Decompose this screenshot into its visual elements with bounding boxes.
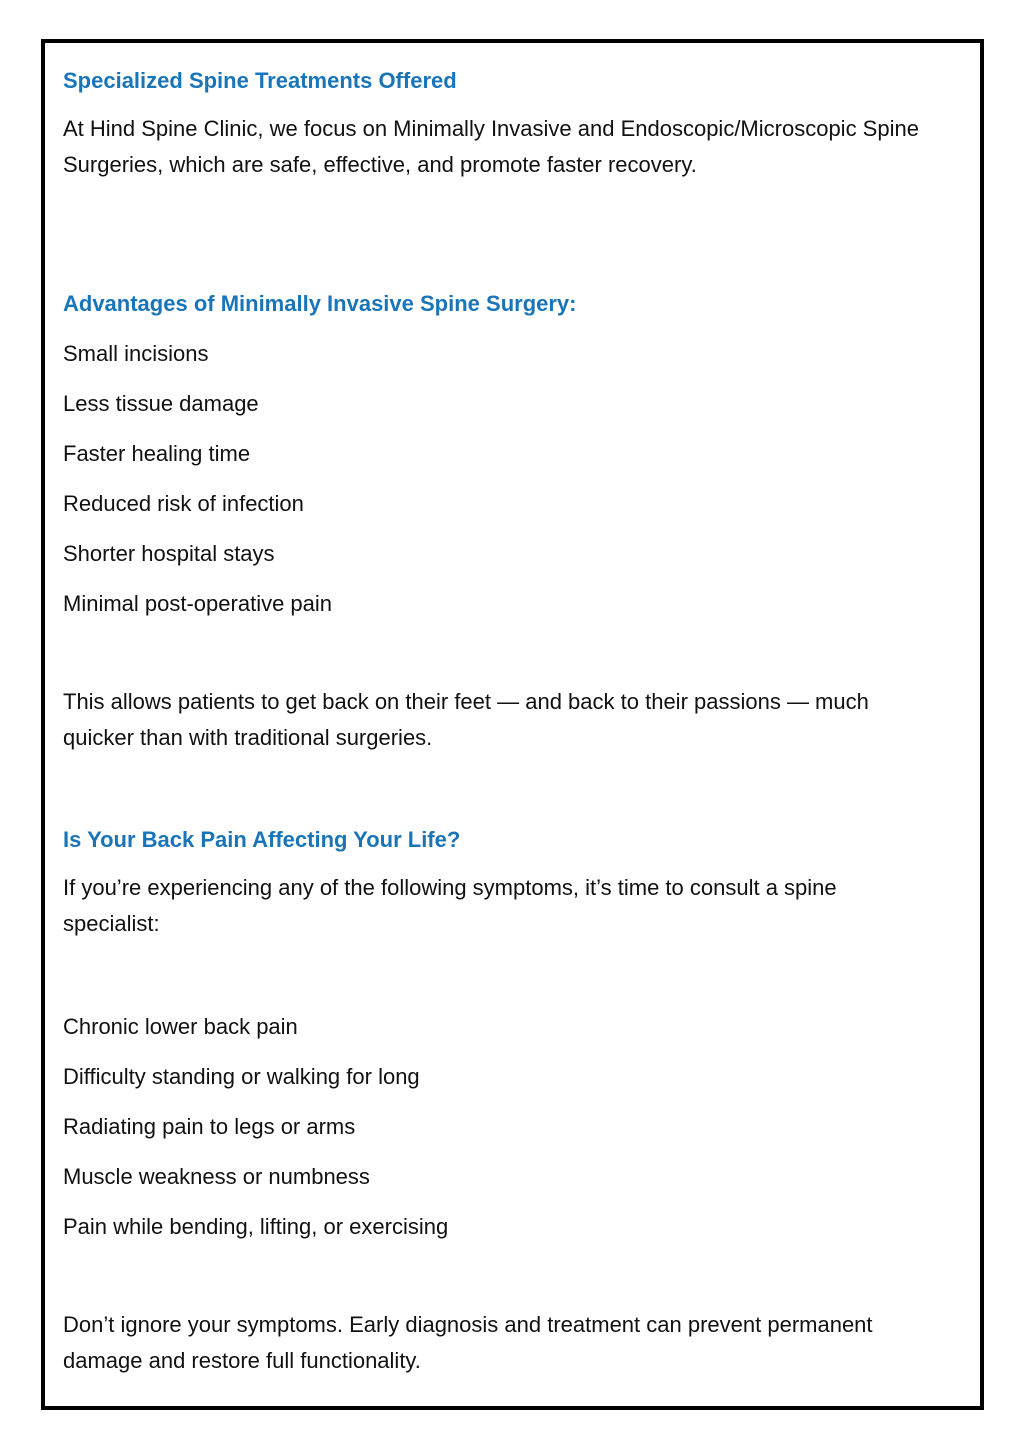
section-heading-advantages: Advantages of Minimally Invasive Spine Surgery: <box>63 291 577 316</box>
list-item: Chronic lower back pain <box>63 1014 298 1039</box>
section-heading-back-pain: Is Your Back Pain Affecting Your Life? <box>63 827 461 852</box>
advantages-closing-paragraph: This allows patients to get back on their feet — and back to their passions — much quicker than with traditional surgeries. <box>63 689 869 750</box>
list-item: Faster healing time <box>63 441 251 466</box>
list-item: Difficulty standing or walking for long <box>63 1064 420 1089</box>
list-item: Shorter hospital stays <box>63 541 275 566</box>
list-item: Radiating pain to legs or arms <box>63 1114 356 1139</box>
list-item: Small incisions <box>63 341 209 366</box>
symptoms-intro-paragraph: If you’re experiencing any of the following symptoms, it’s time to consult a spine specialist: <box>63 875 837 936</box>
list-item: Less tissue damage <box>63 391 259 416</box>
section-heading-treatments: Specialized Spine Treatments Offered <box>63 68 457 93</box>
treatments-paragraph: At Hind Spine Clinic, we focus on Minimally Invasive and Endoscopic/Microscopic Spine Surgeries, which are safe, effective, and promote faster recovery. <box>63 116 919 177</box>
symptoms-closing-paragraph: Don’t ignore your symptoms. Early diagnosis and treatment can prevent permanent damage and restore full functionality. <box>63 1312 873 1373</box>
page-border-frame <box>41 39 984 1410</box>
list-item: Reduced risk of infection <box>63 491 304 516</box>
list-item: Muscle weakness or numbness <box>63 1164 370 1189</box>
list-item: Pain while bending, lifting, or exercising <box>63 1214 449 1239</box>
list-item: Minimal post-operative pain <box>63 591 333 616</box>
